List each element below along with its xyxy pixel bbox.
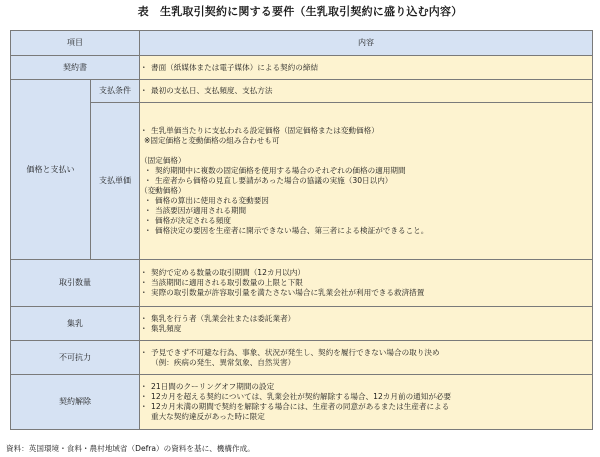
list-item: ・ 当該要因が適用される期間 xyxy=(144,206,247,215)
list-item: ・ 12カ月を超える契約については、乳業会社が契約解除する場合、12カ月前の通知が必要 xyxy=(140,392,452,401)
fixed-price-heading: （固定価格） xyxy=(140,156,186,165)
list-item: ・ 12カ月未満の期間で契約を解除する場合には、生産者の同意があるまたは生産者による xyxy=(140,402,450,411)
row-label-volume: 取引数量 xyxy=(11,260,140,307)
list-item: ・ 書面（紙媒体または電子媒体）による契約の締結 xyxy=(140,62,319,72)
row-payment-terms xyxy=(11,80,593,103)
content-contract xyxy=(140,56,593,80)
header-item: 項目 xyxy=(11,31,140,56)
row-label-contract: 契約書 xyxy=(11,56,140,80)
list-item: ・ 予見できず不可避な行為、事象、状況が発生し、契約を履行できない場合の取り決め xyxy=(140,347,440,357)
row-label-termination: 契約解除 xyxy=(11,375,140,430)
row-collection xyxy=(11,307,593,341)
list-item: ・ 実際の取引数量が許容取引量を満たさない場合に乳業会社が利用できる救済措置 xyxy=(140,288,425,297)
list-item: ・ 生乳単価当たりに支払われる設定価格（固定価格または変動価格） xyxy=(140,126,379,135)
content-payment-terms xyxy=(140,80,593,103)
requirements-table xyxy=(10,30,593,430)
table-title: 表 生乳取引契約に関する要件（生乳取引契約に盛り込む内容） xyxy=(137,5,463,18)
sub-label-terms: 支払条件 xyxy=(91,80,140,103)
list-item: ・ 集乳頻度 xyxy=(140,323,182,333)
header-content: 内容 xyxy=(140,31,593,56)
row-unit-price xyxy=(11,103,593,260)
note-text: ※固定価格と変動価格の組み合わせも可 xyxy=(144,136,280,145)
list-item: ・ 21日間のクーリングオフ期間の設定 xyxy=(140,382,275,391)
list-item: ・ 生産者から価格の見直し要請があった場合の協議の実施（30日以内） xyxy=(144,176,393,185)
row-force-majeure xyxy=(11,341,593,375)
list-item: ・ 契約で定める数量の取引期間（12カ月以内） xyxy=(140,268,305,277)
list-item: ・ 価格が決定される頻度 xyxy=(144,216,231,225)
row-termination xyxy=(11,375,593,430)
variable-price-heading: （変動価格） xyxy=(140,186,186,195)
content-termination xyxy=(140,375,593,430)
note-text: （例：疾病の発生、異常気象、自然災害） xyxy=(151,357,296,367)
content-force-majeure xyxy=(140,341,593,375)
list-item: ・ 価格決定の要因を生産者に開示できない場合、第三者による検証ができること。 xyxy=(144,226,429,235)
list-item: ・ 最初の支払日、支払頻度、支払方法 xyxy=(140,86,273,95)
header-row xyxy=(11,31,593,56)
list-item: ・ 集乳を行う者（乳業会社または委託業者） xyxy=(140,313,296,323)
list-item: ・ 価格の算出に使用される変動要因 xyxy=(144,196,269,205)
row-label-price: 価格と支払い xyxy=(11,80,91,260)
row-volume xyxy=(11,260,593,307)
content-unit-price xyxy=(140,103,593,260)
sub-label-unit: 支払単価 xyxy=(91,103,140,260)
content-collection xyxy=(140,307,593,341)
source-note: 資料：英国環境・食料・農村地域省（Defra）の資料を基に、機構作成。 xyxy=(6,444,255,453)
row-label-force-majeure: 不可抗力 xyxy=(11,341,140,375)
row-label-collection: 集乳 xyxy=(11,307,140,341)
list-item-continuation: 重大な契約違反があった時に限定 xyxy=(151,412,265,421)
row-contract xyxy=(11,56,593,80)
list-item: ・ 当該期間に適用される取引数量の上限と下限 xyxy=(140,278,303,287)
list-item: ・ 契約期間中に複数の固定価格を使用する場合のそれぞれの価格の適用期間 xyxy=(144,166,406,175)
content-volume xyxy=(140,260,593,307)
